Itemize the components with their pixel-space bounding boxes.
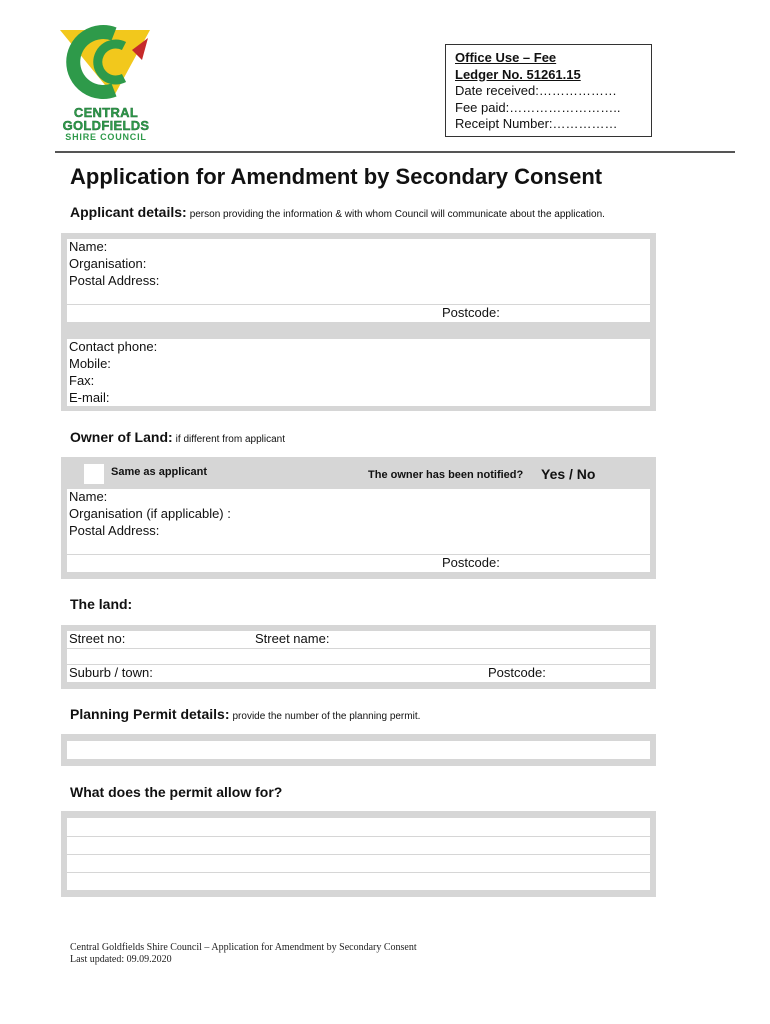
- applicant-organisation-field[interactable]: [67, 256, 650, 273]
- applicant-name-field[interactable]: [67, 239, 650, 256]
- owner-organisation-label: Organisation (if applicable) :: [69, 506, 231, 521]
- applicant-subheading: person providing the information & with whom Council will communicate about the application.: [189, 209, 605, 220]
- owner-organisation-field[interactable]: [67, 506, 650, 523]
- suburb-field[interactable]: [67, 665, 650, 682]
- owner-postal-line-2[interactable]: [67, 540, 650, 554]
- applicant-postal-field[interactable]: [67, 273, 650, 290]
- receipt-number-field: Receipt Number:……………: [455, 116, 618, 131]
- office-use-box: [445, 44, 652, 137]
- applicant-email-label: E-mail:: [69, 390, 110, 405]
- footer-line-2: Last updated: 09.09.2020: [70, 953, 172, 965]
- applicant-organisation-label: Organisation:: [69, 256, 147, 271]
- suburb-label: Suburb / town:: [69, 665, 153, 680]
- street-no-label: Street no:: [69, 631, 126, 646]
- header-divider: [55, 151, 735, 153]
- street-name-label: Street name:: [255, 631, 330, 646]
- land-postcode-label: Postcode:: [488, 665, 546, 680]
- applicant-postcode-field[interactable]: [67, 305, 650, 322]
- owner-postcode-field[interactable]: [67, 555, 650, 572]
- allow-line-1[interactable]: [67, 818, 650, 836]
- owner-postal-field[interactable]: [67, 523, 650, 540]
- allow-line-2[interactable]: [67, 837, 650, 854]
- applicant-postal-label: Postal Address:: [69, 273, 160, 288]
- applicant-postal-line-2[interactable]: [67, 290, 650, 304]
- applicant-email-field[interactable]: [67, 390, 650, 406]
- same-as-applicant-label: Same as applicant: [111, 466, 207, 478]
- owner-heading-label: Owner of Land:: [70, 429, 173, 445]
- fee-paid-field: Fee paid:……………………..: [455, 99, 621, 115]
- applicant-heading: [70, 204, 605, 220]
- applicant-fax-field[interactable]: [67, 373, 650, 390]
- date-received-field: Date received:………………: [455, 83, 617, 98]
- owner-postal-label: Postal Address:: [69, 523, 160, 538]
- logo-line-3: SHIRE COUNCIL: [65, 132, 147, 142]
- street-field[interactable]: [67, 631, 650, 648]
- applicant-name-label: Name:: [69, 239, 108, 254]
- street-line-2[interactable]: [67, 649, 650, 664]
- permit-heading: [70, 706, 420, 722]
- ledger-number: Ledger No. 51261.15: [455, 66, 581, 82]
- permit-subheading: provide the number of the planning permit.: [232, 711, 421, 722]
- owner-notified-label: The owner has been notified?: [368, 469, 524, 481]
- footer: [70, 942, 417, 965]
- applicant-phone-field[interactable]: [67, 339, 650, 356]
- owner-subheading: if different from applicant: [175, 434, 285, 445]
- logo-line-2: GOLDFIELDS: [62, 118, 150, 133]
- applicant-postcode-label: Postcode:: [442, 305, 500, 320]
- owner-name-field[interactable]: [67, 489, 650, 506]
- land-heading: The land:: [70, 596, 133, 612]
- allow-heading: What does the permit allow for?: [70, 784, 283, 800]
- council-logo: [52, 24, 160, 144]
- applicant-fax-label: Fax:: [69, 373, 95, 388]
- office-fee-label: Office Use – Fee: [455, 50, 557, 65]
- owner-notified-yes-no[interactable]: Yes / No: [541, 466, 596, 482]
- applicant-mobile-label: Mobile:: [69, 356, 111, 371]
- owner-name-label: Name:: [69, 489, 108, 504]
- allow-line-4[interactable]: [67, 873, 650, 890]
- applicant-heading-label: Applicant details:: [70, 204, 187, 220]
- owner-postcode-label: Postcode:: [442, 555, 500, 570]
- page-title: Application for Amendment by Secondary Consent: [70, 164, 603, 189]
- allow-line-3[interactable]: [67, 855, 650, 872]
- permit-heading-label: Planning Permit details:: [70, 706, 230, 722]
- same-as-applicant-checkbox[interactable]: [84, 464, 104, 484]
- permit-number-field[interactable]: [67, 741, 650, 759]
- logo-mark-icon: [52, 24, 160, 106]
- logo-line-1: CENTRAL: [73, 105, 139, 120]
- applicant-phone-label: Contact phone:: [69, 339, 158, 354]
- footer-line-1: Central Goldfields Shire Council – Application for Amendment by Secondary Consent: [70, 942, 417, 953]
- applicant-mobile-field[interactable]: [67, 356, 650, 373]
- owner-heading: [70, 429, 285, 445]
